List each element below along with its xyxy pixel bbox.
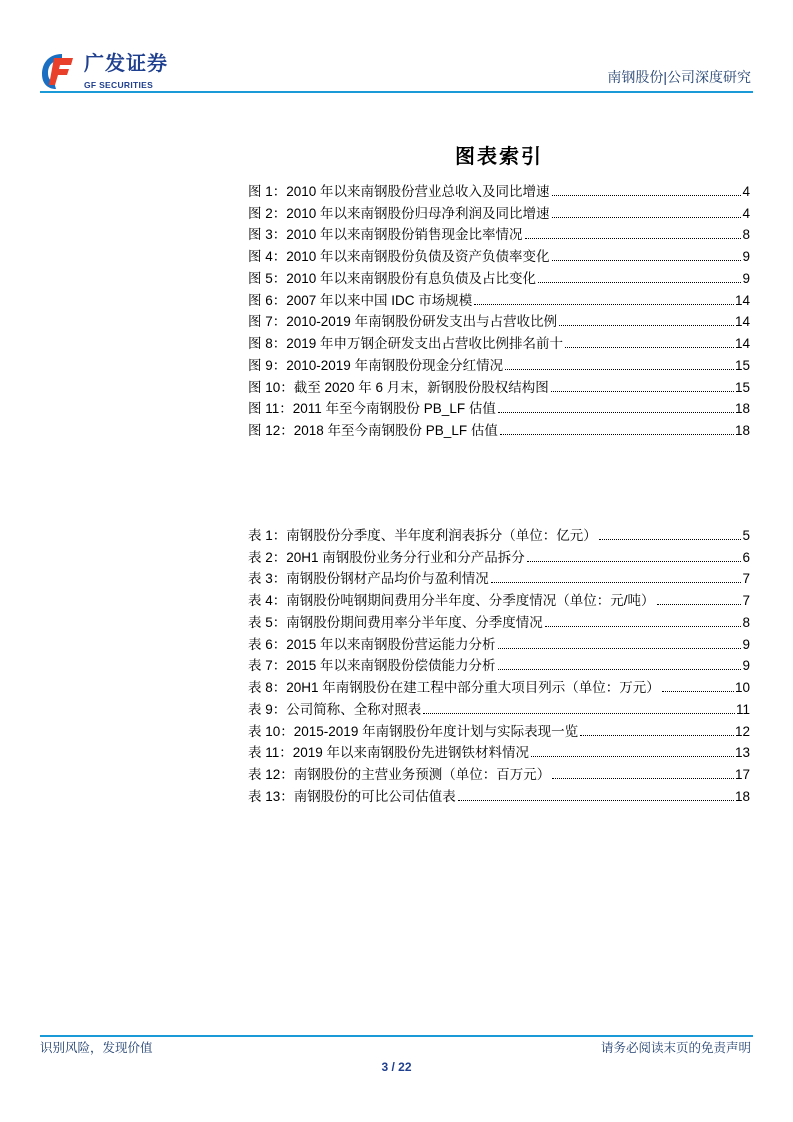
entry-label: 表 6：2015 年以来南钢股份营运能力分析 [248,636,496,652]
table-index-entry[interactable] [248,522,750,544]
dot-leader [599,539,742,540]
figure-index-entry[interactable] [248,265,750,287]
footer-slogan: 识别风险，发现价值 [40,1041,153,1055]
figure-index-entry[interactable] [248,309,750,331]
entry-page: 13 [734,745,750,761]
table-index-entry[interactable] [248,609,750,631]
page-title: 图表索引 [455,146,543,168]
header-divider [40,91,753,93]
entry-label: 图 8：2019 年申万钢企研发支出占营收比例排名前十 [248,336,564,351]
entry-page: 4 [742,205,750,221]
dot-leader [505,369,734,370]
figure-index-entry[interactable] [248,374,750,396]
entry-label: 表 8：20H1 年南钢股份在建工程中部分重大项目列示（单位：万元） [248,680,660,695]
entry-label: 图 4：2010 年以来南钢股份负债及资产负债率变化 [248,249,550,264]
entry-page: 8 [742,614,750,630]
entry-label: 图 1：2010 年以来南钢股份营业总收入及同比增速 [248,183,550,199]
entry-label: 表 3：南钢股份钢材产品均价与盈利情况 [248,571,489,587]
dot-leader [498,412,734,413]
figure-index-entry[interactable] [248,243,750,265]
figure-index-entry[interactable] [248,417,750,439]
dot-leader [552,778,734,779]
figure-index-entry[interactable] [248,222,750,244]
entry-page: 15 [734,379,750,395]
table-index-entry[interactable] [248,696,750,718]
dot-leader [538,282,741,283]
entry-page: 17 [734,767,750,782]
dot-leader [545,626,742,627]
entry-page: 7 [742,571,750,587]
entry-label: 表 4：南钢股份吨钢期间费用分半年度、分季度情况（单位：元/吨） [248,593,655,608]
entry-page: 7 [742,593,750,608]
entry-page: 10 [734,680,750,695]
entry-label: 表 13：南钢股份的可比公司估值表 [248,788,456,804]
table-index-entry[interactable] [248,653,750,675]
entry-label: 表 1：南钢股份分季度、半年度利润表拆分（单位：亿元） [248,527,597,543]
table-index-entry[interactable] [248,631,750,653]
figure-index-entry[interactable] [248,396,750,418]
table-index-entry[interactable] [248,740,750,762]
table-index-entry[interactable] [248,718,750,740]
dot-leader [525,238,742,239]
gf-logo-icon [40,52,74,90]
entry-page: 9 [742,636,750,652]
dot-leader [498,669,742,670]
figure-index-entry[interactable] [248,287,750,309]
entry-page: 14 [734,314,750,330]
entry-page: 11 [735,701,750,717]
report-type: 南钢股份|公司深度研究 [607,69,751,85]
entry-page: 12 [734,723,750,739]
gf-securities-logo [40,50,190,92]
dot-leader [500,434,734,435]
entry-label: 表 10：2015-2019 年南钢股份年度计划与实际表现一览 [248,723,579,739]
footer-divider [40,1035,753,1037]
entry-label: 图 2：2010 年以来南钢股份归母净利润及同比增速 [248,205,550,221]
table-index-entry[interactable] [248,587,750,609]
table-index-entry[interactable] [248,761,750,783]
dot-leader [458,800,734,801]
dot-leader [491,582,742,583]
entry-page: 9 [742,270,750,286]
entry-label: 表 5：南钢股份期间费用率分半年度、分季度情况 [248,614,543,630]
entry-page: 6 [742,549,750,565]
entry-label: 表 11：2019 年以来南钢股份先进钢铁材料情况 [248,745,530,761]
table-index-entry[interactable] [248,566,750,588]
dot-leader [662,691,734,692]
dot-leader [498,648,742,649]
entry-label: 表 7：2015 年以来南钢股份偿债能力分析 [248,658,496,674]
entry-page: 18 [734,401,750,417]
entry-label: 图 9：2010-2019 年南钢股份现金分红情况 [248,357,504,373]
dot-leader [552,260,742,261]
entry-page: 5 [742,527,750,543]
figure-index-entry[interactable] [248,330,750,352]
logo-text-en: GF SECURITIES [84,80,154,90]
figure-index-entry[interactable] [248,352,750,374]
dot-leader [565,347,734,348]
entry-label: 图 7：2010-2019 年南钢股份研发支出与占营收比例 [248,314,558,330]
table-index-entry[interactable] [248,783,750,805]
dot-leader [552,217,742,218]
dot-leader [551,391,734,392]
entry-label: 图 5：2010 年以来南钢股份有息负债及占比变化 [248,270,537,286]
entry-page: 8 [742,227,750,243]
table-index-list [248,522,750,805]
entry-label: 图 12：2018 年至今南钢股份 PB_LF 估值 [248,423,498,438]
figure-index-entry[interactable] [248,178,750,200]
dot-leader [474,304,734,305]
entry-page: 9 [742,249,750,264]
figure-index-entry[interactable] [248,200,750,222]
entry-label: 表 9：公司简称、全称对照表 [248,701,422,717]
entry-page: 14 [734,336,750,351]
footer-disclaimer: 请务必阅读末页的免责声明 [600,1041,751,1055]
entry-label: 图 6：2007 年以来中国 IDC 市场规模 [248,292,473,308]
entry-page: 15 [734,357,750,373]
page-number: 3 / 22 [381,1060,412,1074]
dot-leader [527,561,742,562]
logo-text-cn: 广发证券 [84,51,168,75]
entry-page: 14 [734,292,750,308]
dot-leader [423,713,735,714]
entry-label: 图 10：截至 2020 年 6 月末，新钢股份股权结构图 [248,379,549,395]
entry-page: 4 [742,183,750,199]
entry-page: 18 [734,788,750,804]
dot-leader [559,325,734,326]
entry-label: 表 12：南钢股份的主营业务预测（单位：百万元） [248,767,551,782]
figure-index-list [248,178,750,439]
dot-leader [580,735,734,736]
entry-page: 18 [734,423,750,438]
dot-leader [657,604,742,605]
entry-label: 图 3：2010 年以来南钢股份销售现金比率情况 [248,227,523,243]
entry-label: 图 11：2011 年至今南钢股份 PB_LF 估值 [248,401,496,417]
table-index-entry[interactable] [248,674,750,696]
entry-page: 9 [742,658,750,674]
table-index-entry[interactable] [248,544,750,566]
dot-leader [531,756,734,757]
entry-label: 表 2：20H1 南钢股份业务分行业和分产品拆分 [248,549,525,565]
dot-leader [552,195,742,196]
